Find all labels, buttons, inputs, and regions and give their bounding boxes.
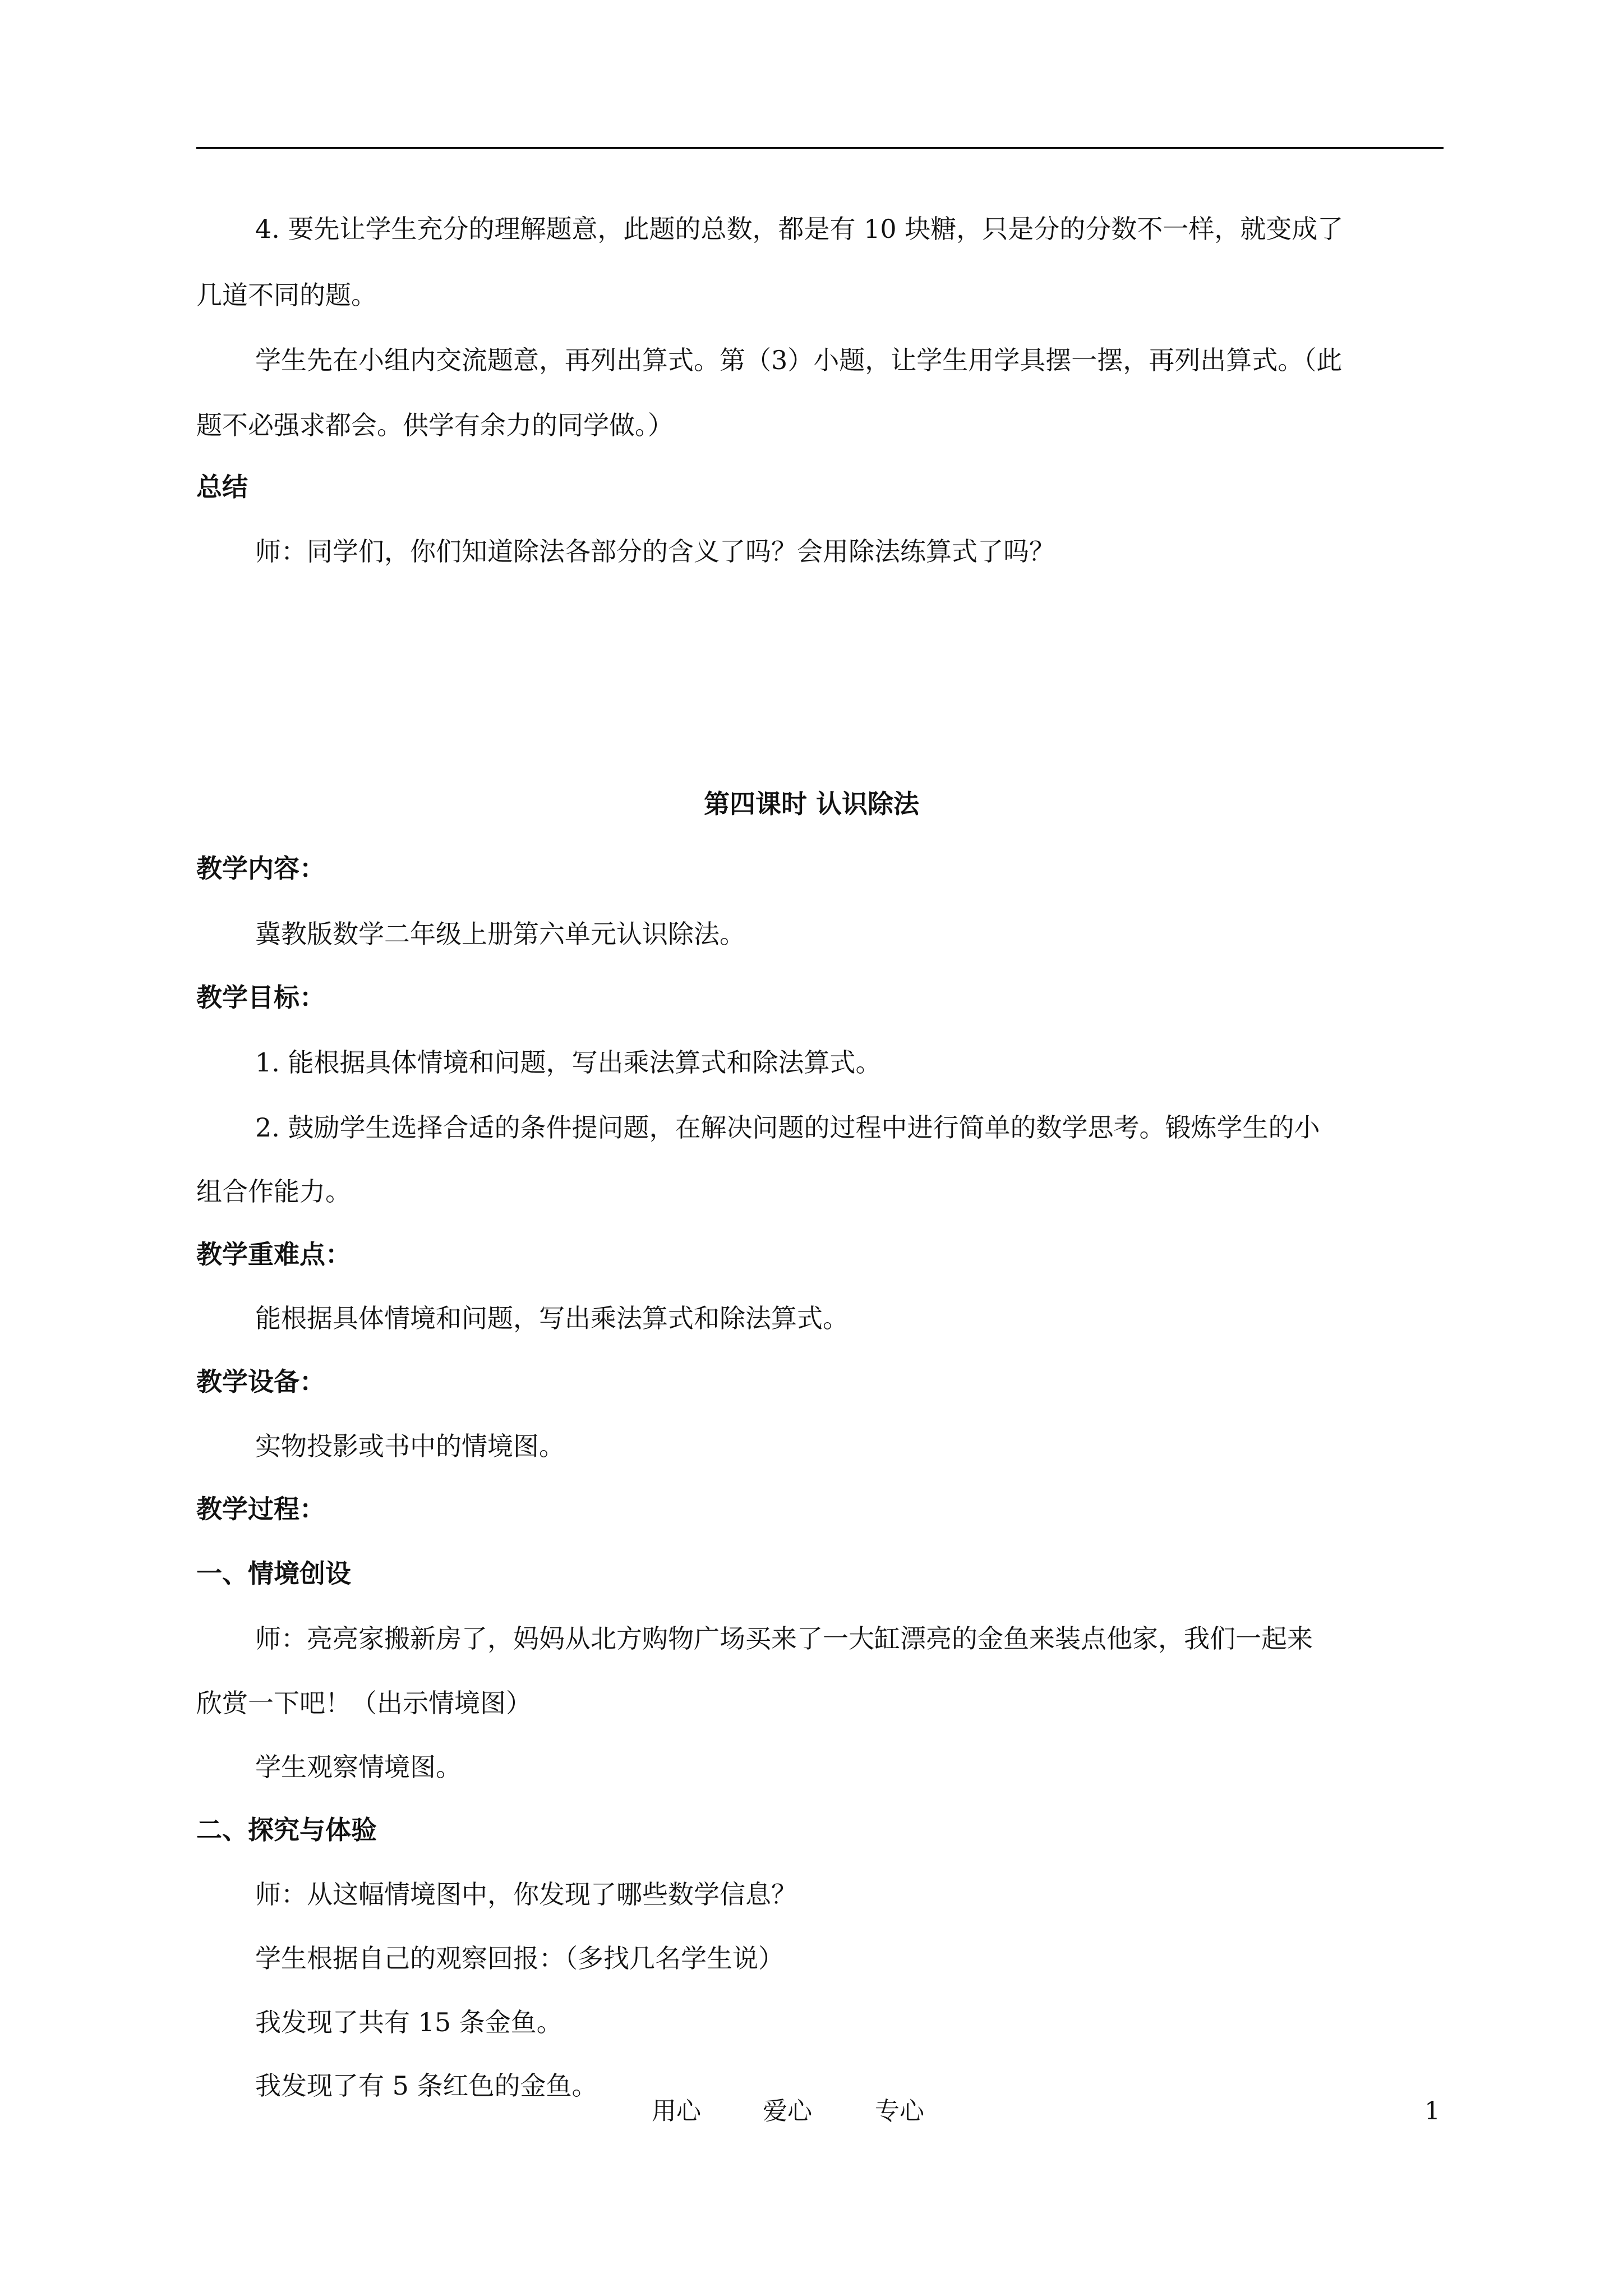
page-number: 1 [1424, 2097, 1440, 2125]
section-heading: 教学过程： [196, 1494, 325, 1524]
summary-heading: 总结 [196, 472, 248, 502]
paragraph-line: 我发现了有 5 条红色的金鱼。 [255, 2070, 598, 2101]
paragraph-line: 题不必强求都会。供学有余力的同学做。） [196, 410, 674, 440]
paragraph-line: 能根据具体情境和问题，写出乘法算式和除法算式。 [255, 1303, 849, 1333]
paragraph-line: 我发现了共有 15 条金鱼。 [255, 2007, 562, 2037]
paragraph-line: 组合作能力。 [196, 1176, 351, 1207]
lesson-title: 第四课时 认识除法 [703, 789, 919, 819]
section-heading: 教学内容： [196, 853, 325, 884]
footer-motto: 用心 [652, 2097, 701, 2125]
paragraph-line: 2. 鼓励学生选择合适的条件提问题，在解决问题的过程中进行简单的数学思考。锻炼学生的小 [255, 1112, 1320, 1143]
paragraph-line: 冀教版数学二年级上册第六单元认识除法。 [255, 919, 745, 949]
section-heading: 教学目标： [196, 982, 325, 1013]
header-rule [196, 147, 1444, 149]
section-heading: 一、情境创设 [196, 1558, 351, 1589]
paragraph-line: 师：从这幅情境图中，你发现了哪些数学信息？ [255, 1879, 797, 1910]
paragraph-line: 几道不同的题。 [196, 280, 377, 310]
footer-motto: 专心 [875, 2097, 924, 2125]
paragraph-line: 1. 能根据具体情境和问题，写出乘法算式和除法算式。 [255, 1047, 882, 1078]
paragraph-line: 学生根据自己的观察回报：（多找几名学生说） [255, 1943, 784, 1973]
paragraph-line: 学生先在小组内交流题意，再列出算式。第（3）小题，让学生用学具摆一摆，再列出算式。（此 [255, 345, 1343, 375]
paragraph-line: 实物投影或书中的情境图。 [255, 1431, 565, 1461]
paragraph-line: 师：亮亮家搬新房了，妈妈从北方购物广场买来了一大缸漂亮的金鱼来装点他家，我们一起来 [255, 1623, 1313, 1654]
footer-motto: 爱心 [763, 2097, 812, 2125]
section-heading: 二、探究与体验 [196, 1815, 377, 1845]
paragraph-line: 4. 要先让学生充分的理解题意，此题的总数，都是有 10 块糖，只是分的分数不一样，就变成了 [255, 214, 1344, 244]
paragraph-line: 师：同学们，你们知道除法各部分的含义了吗？会用除法练算式了吗？ [255, 536, 1055, 567]
section-heading: 教学重难点： [196, 1239, 351, 1269]
section-heading: 教学设备： [196, 1366, 325, 1397]
paragraph-line: 学生观察情境图。 [255, 1752, 462, 1782]
paragraph-line: 欣赏一下吧！（出示情境图） [196, 1688, 532, 1718]
